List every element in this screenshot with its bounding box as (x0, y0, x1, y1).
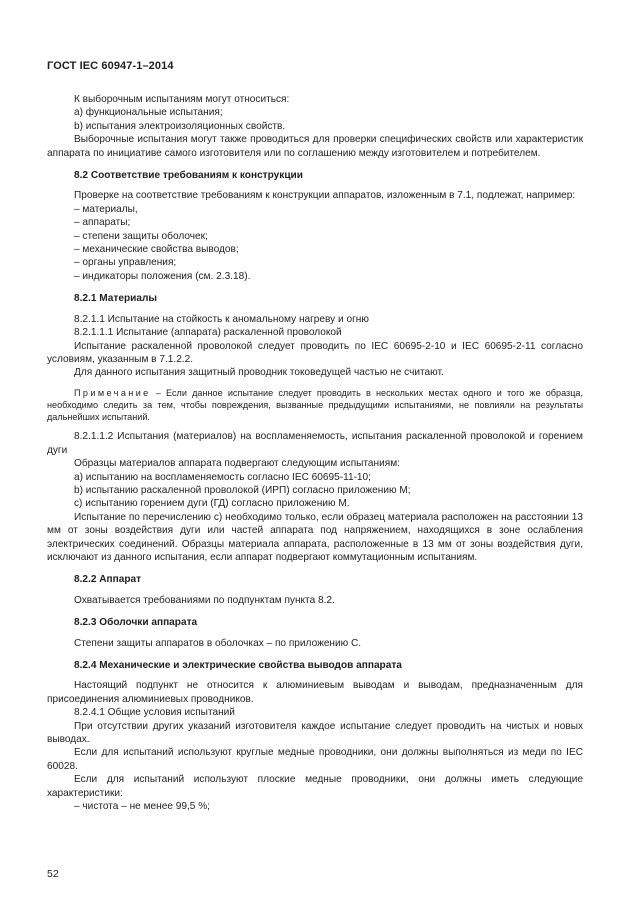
section-heading-8-2-1: 8.2.1 Материалы (74, 293, 157, 305)
list-item: – материалы, (74, 203, 138, 215)
note (47, 387, 583, 424)
list-item: c) испытанию горением дуги (ГД) согласно приложению M. (74, 498, 350, 510)
paragraph: Испытание раскаленной проволокой следует проводить по IEC 60695-2-10 и IEC 60695-2-11 согласно условиям, указанным в 7.1.2.2. (47, 340, 583, 365)
paragraph: Испытание по перечислению с) необходимо только, если образец материала расположен на расстоянии 13 мм от зоны воздействия дуги или частей аппарата под напряжением, находящихся в зоне ослабления электрических соединений. Образцы материала аппарата, расположенные в 13 мм от зоны воздействия дуги, исключают из данного испытания, если аппарат подвергают коммутационным испытаниям. (47, 511, 583, 563)
list-item: – индикаторы положения (см. 2.3.18). (74, 270, 251, 282)
paragraph: Если для испытаний используют круглые медные проводники, они должны выполняться из меди по IEC 60028. (47, 747, 583, 772)
paragraph: Проверке на соответствие требованиям к конструкции аппаратов, изложенным в 7.1, подлежат, например: (74, 190, 576, 202)
paragraph: При отсутствии других указаний изготовителя каждое испытание следует проводить на чистых и новых выводах. (47, 720, 583, 746)
document-header: ГОСТ IEC 60947-1–2014 (47, 60, 174, 72)
list-item: – аппараты; (74, 217, 131, 229)
list-item: – механические свойства выводов; (74, 244, 239, 256)
document-body (47, 93, 583, 813)
paragraph: Охватывается требованиями по подпунктам пункта 8.2. (74, 594, 335, 606)
section-heading-8-2: 8.2 Соответствие требованиям к конструкции (74, 170, 303, 182)
paragraph: 8.2.4.1 Общие условия испытаний (74, 707, 235, 719)
note-text: – Если данное испытание следует проводить в нескольких местах одного и того же образца, необходимо следить за тем, чтобы повреждения, вызванные предыдущими испытаниями, не повлияли на результаты дальнейших испытаний. (47, 387, 583, 423)
section-heading-8-2-3: 8.2.3 Оболочки аппарата (74, 617, 198, 629)
list-item: – степени защиты оболочек; (74, 230, 208, 242)
paragraph: К выборочным испытаниям могут относиться: (74, 94, 290, 105)
paragraph: 8.2.1.1 Испытание на стойкость к аномальному нагреву и огню (74, 313, 369, 325)
section-heading-8-2-2: 8.2.2 Аппарат (74, 574, 142, 586)
paragraph: Для данного испытания защитный проводник токоведущей частью не считают. (74, 367, 444, 379)
list-item: a) функциональные испытания; (74, 107, 223, 119)
paragraph: Образцы материалов аппарата подвергают следующим испытаниям: (74, 458, 400, 470)
list-item: – органы управления; (74, 257, 177, 269)
paragraph: Степени защиты аппаратов в оболочках – по приложению C. (74, 637, 362, 649)
list-item: – чистота – не менее 99,5 %; (74, 801, 210, 813)
list-item: b) испытанию раскаленной проволокой (ИРП) согласно приложению M; (74, 484, 411, 496)
paragraph: 8.2.1.1.2 Испытания (материалов) на воспламеняемость, испытания раскаленной проволокой и горением дуги (47, 431, 583, 456)
list-item: a) испытанию на воспламеняемость согласно IEC 60695-11-10; (74, 471, 371, 483)
section-heading-8-2-4: 8.2.4 Механические и электрические свойства выводов аппарата (74, 660, 402, 672)
paragraph: Если для испытаний используют плоские медные проводники, они должны иметь следующие характеристики: (47, 774, 583, 799)
paragraph: Настоящий подпункт не относится к алюминиевым выводам и выводам, предназначенным для присоединения алюминиевых проводников. (47, 680, 583, 705)
note-label: Примечание (74, 387, 151, 398)
list-item: b) испытания электроизоляционных свойств. (74, 120, 286, 132)
paragraph: 8.2.1.1.1 Испытание (аппарата) раскаленной проволокой (74, 327, 342, 339)
page-number: 52 (47, 868, 59, 880)
paragraph: Выборочные испытания могут также проводиться для проверки специфических свойств или характеристик аппарата по инициативе самого изготовителя или по соглашению между изготовителем и потребителем. (47, 134, 583, 159)
